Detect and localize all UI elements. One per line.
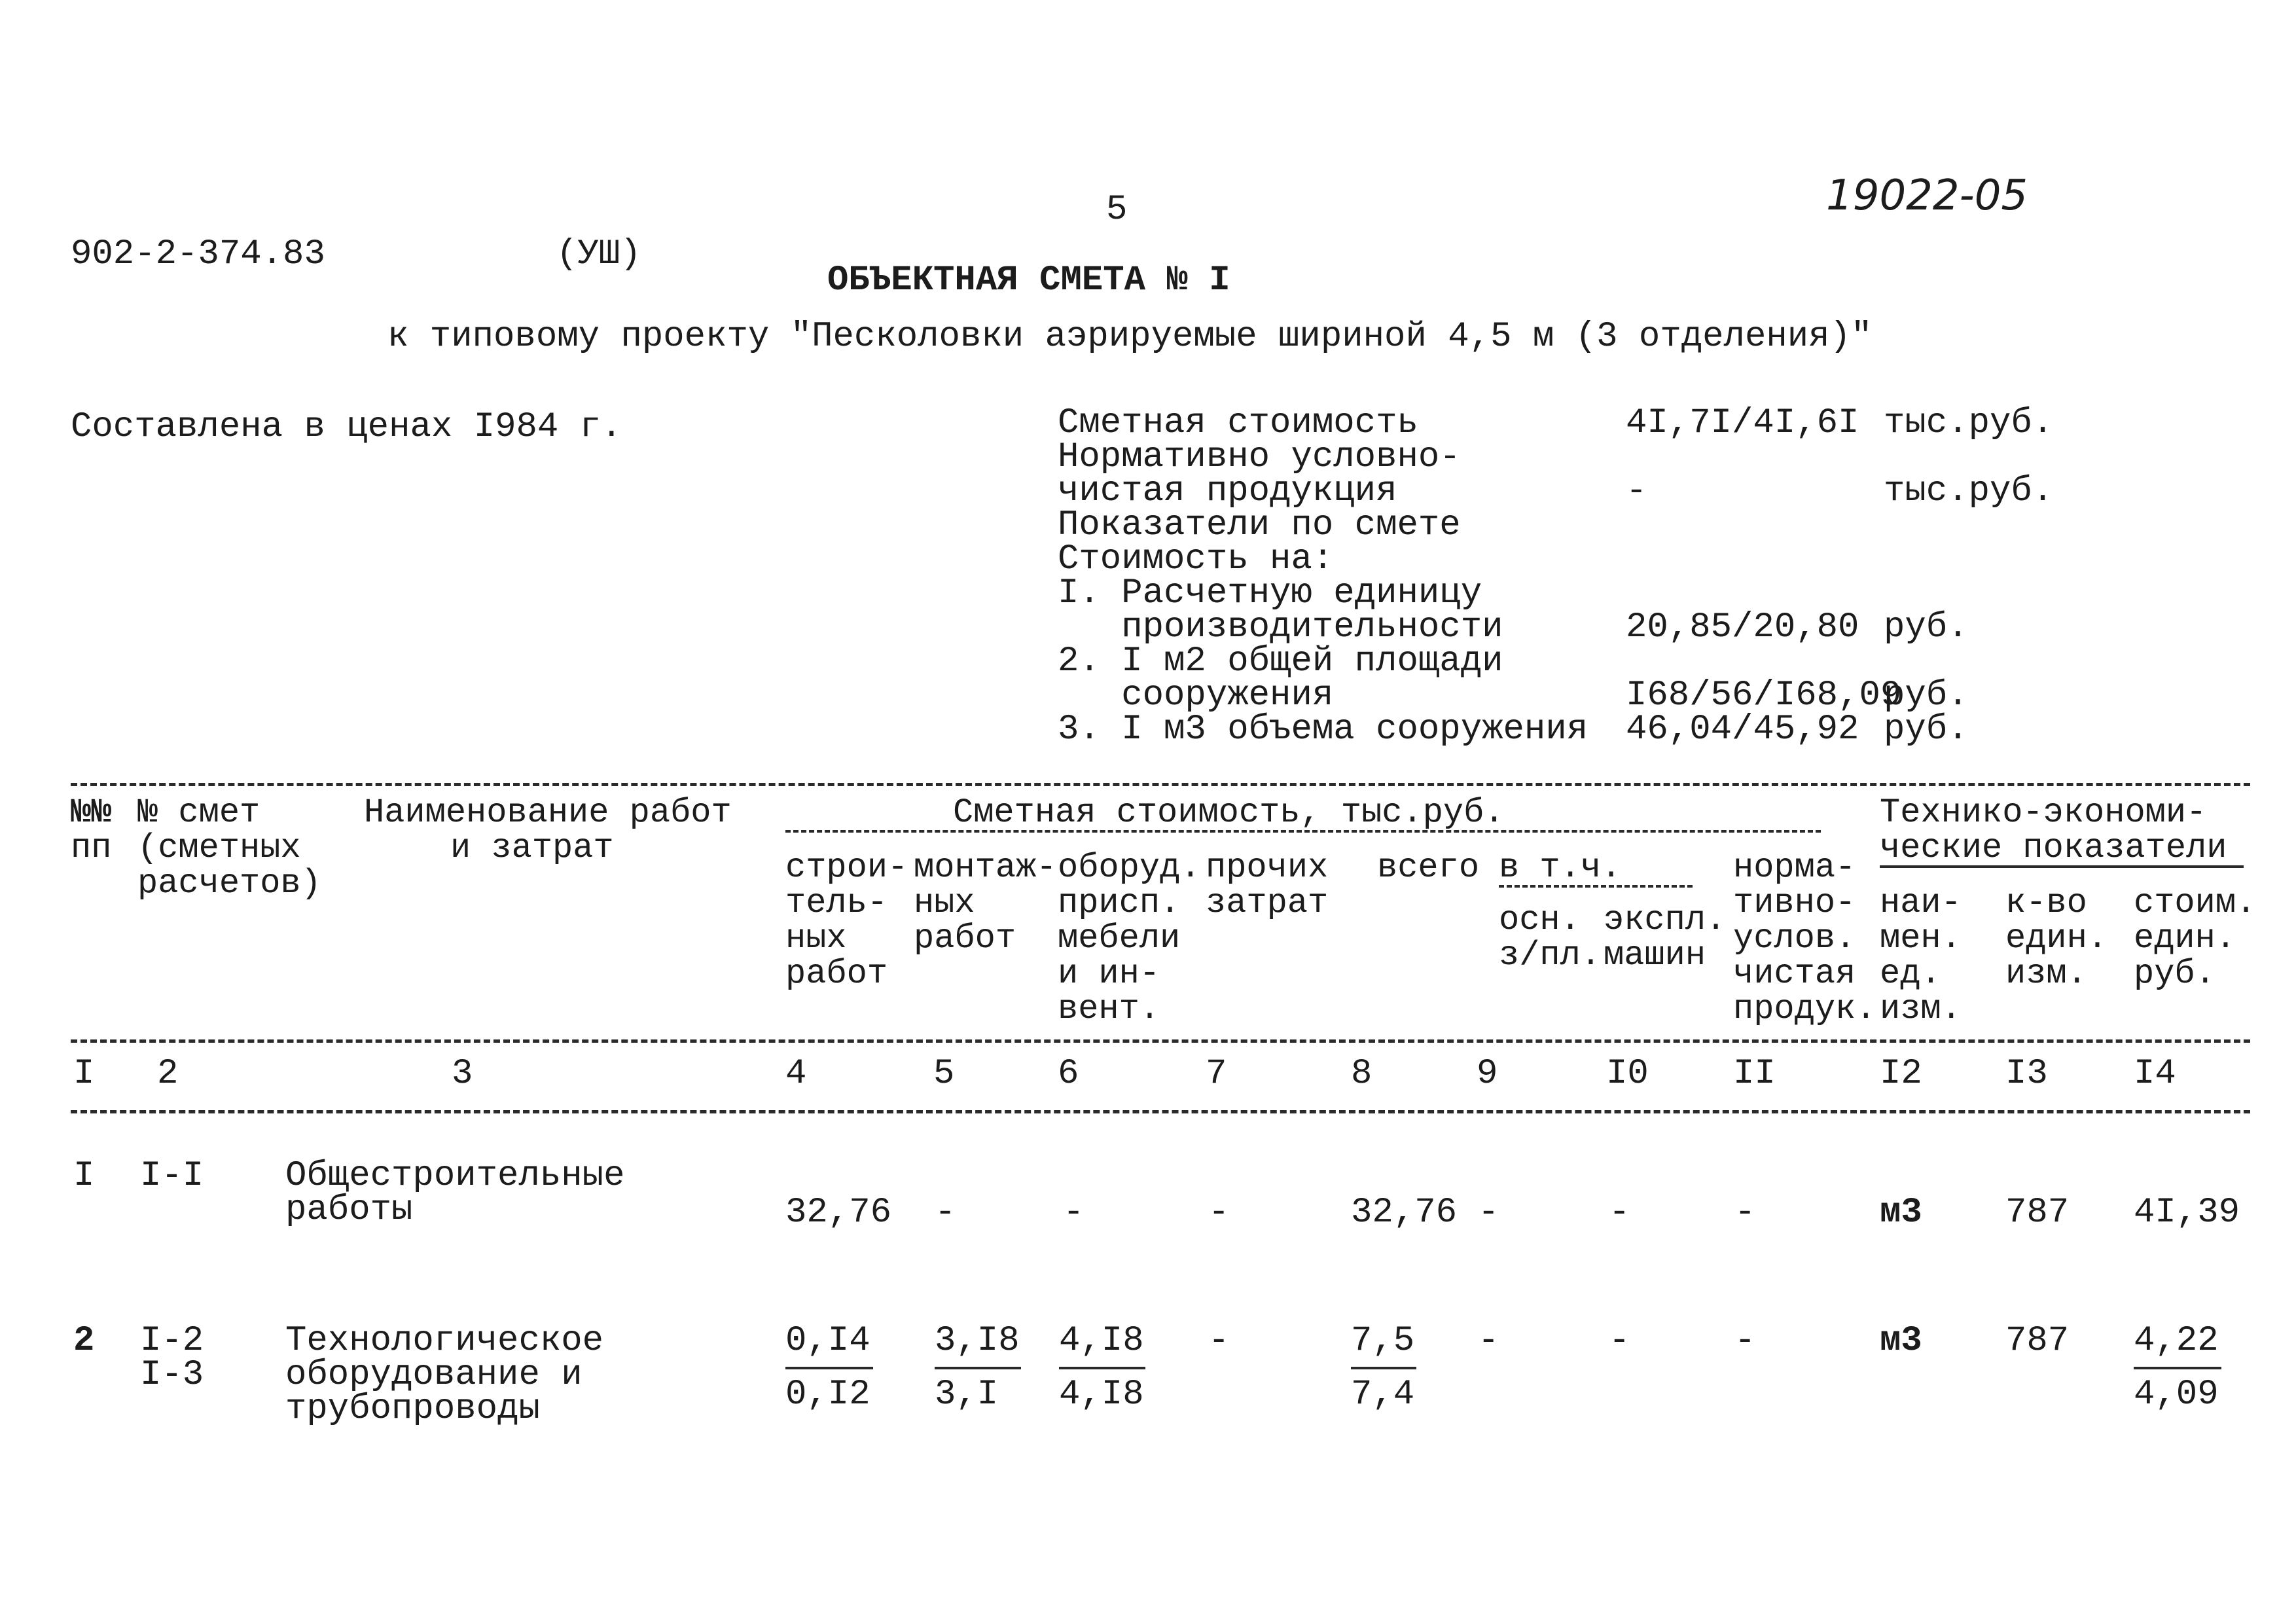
header-unit-col: мен.	[1880, 919, 1962, 958]
summary-unit: руб.	[1884, 710, 1969, 749]
summary-label: сооружения	[1058, 676, 1334, 715]
summary-label: I. Расчетную единицу	[1058, 573, 1482, 613]
header-normative-col: чистая	[1733, 954, 1856, 993]
row-name: трубопроводы	[285, 1389, 540, 1429]
column-number: I2	[1880, 1054, 1922, 1094]
page-number: 5	[1106, 190, 1128, 230]
header-quantity-col: изм.	[2005, 954, 2087, 993]
row-total-cost: 32,76	[1351, 1193, 1458, 1233]
header-salary-col: осн.	[1499, 901, 1581, 939]
row-construction-cost: 0,I2	[785, 1375, 870, 1415]
summary-unit: тыс.руб.	[1884, 471, 2054, 511]
fraction-bar	[2134, 1367, 2221, 1369]
row-construction-cost: 32,76	[785, 1193, 892, 1233]
summary-label: производительности	[1058, 607, 1503, 647]
header-equipment-col: присп.	[1058, 884, 1181, 922]
header-construction-col: строи-	[785, 848, 908, 887]
summary-value: I68/56/I68,09	[1626, 676, 1902, 715]
summary-label: 3. I м3 объема сооружения	[1058, 710, 1588, 749]
header-equipment-col: вент.	[1058, 990, 1160, 1028]
including-underline	[1499, 885, 1693, 888]
row-unit: м3	[1880, 1321, 1922, 1361]
header-quantity-col: един.	[2005, 919, 2108, 958]
column-numbers-rule	[71, 1110, 2250, 1113]
row-total-cost: 7,5	[1351, 1321, 1415, 1361]
column-number: 4	[785, 1054, 807, 1094]
header-equipment-col: оборуд.	[1058, 848, 1201, 887]
column-number: 9	[1477, 1054, 1498, 1094]
column-number: I0	[1606, 1054, 1649, 1094]
header-other-col: затрат	[1206, 884, 1329, 922]
column-number: II	[1733, 1054, 1776, 1094]
header-unit-col: наи-	[1880, 884, 1962, 922]
handwritten-reference: 19022-05	[1826, 171, 2028, 220]
header-installation-col: ных	[914, 884, 975, 922]
row-machines: -	[1609, 1193, 1630, 1233]
document-subtitle: к типовому проекту "Песколовки аэрируемые шириной 4,5 м (3 отделения)"	[387, 317, 1873, 357]
header-unit-cost-col: един.	[2134, 919, 2236, 958]
row-installation-cost: -	[935, 1193, 956, 1233]
summary-unit: руб.	[1884, 607, 1969, 647]
summary-label: 2. I м2 общей площади	[1058, 641, 1503, 681]
row-name: Технологическое	[285, 1321, 604, 1361]
row-installation-cost: 3,I8	[935, 1321, 1020, 1361]
header-quantity-col: к-во	[2005, 884, 2087, 922]
summary-unit: руб.	[1884, 676, 1969, 715]
header-salary-col: з/пл.	[1499, 936, 1602, 975]
header-bottom-rule	[71, 1039, 2250, 1043]
row-unit-cost: 4,09	[2134, 1375, 2219, 1415]
tech-group-underline	[1880, 865, 2244, 868]
row-equipment-cost: 4,I8	[1059, 1375, 1144, 1415]
header-installation-col: работ	[914, 919, 1016, 958]
header-pp-col: №№	[71, 793, 112, 832]
header-smeta-col: расчетов)	[137, 864, 321, 903]
row-salary: -	[1478, 1193, 1499, 1233]
summary-label: Стоимость на:	[1058, 539, 1334, 579]
summary-label: Показатели по смете	[1058, 505, 1461, 545]
header-construction-col: работ	[785, 954, 888, 993]
summary-value: 20,85/20,80	[1626, 607, 1859, 647]
row-smeta-ref: I-I	[140, 1156, 204, 1196]
row-total-cost: 7,4	[1351, 1375, 1415, 1415]
row-unit-cost: 4I,39	[2134, 1193, 2240, 1233]
summary-value: 46,04/45,92	[1626, 710, 1859, 749]
summary-value: 4I,7I/4I,6I	[1626, 403, 1859, 443]
header-machines-col: экспл.	[1604, 901, 1727, 939]
summary-label: чистая продукция	[1058, 471, 1397, 511]
header-name-col: и затрат	[450, 829, 614, 867]
row-installation-cost: 3,I	[935, 1375, 999, 1415]
row-equipment-cost: -	[1063, 1193, 1085, 1233]
header-pp-col: пп	[71, 829, 112, 867]
volume-mark: (УШ)	[556, 234, 641, 274]
header-equipment-col: и ин-	[1058, 954, 1160, 993]
row-other-cost: -	[1208, 1193, 1230, 1233]
row-smeta-ref: I-2	[140, 1321, 204, 1361]
header-normative-col: тивно-	[1733, 884, 1856, 922]
row-name: Общестроительные	[285, 1156, 625, 1196]
row-construction-cost: 0,I4	[785, 1321, 870, 1361]
column-number: 3	[452, 1054, 473, 1094]
header-construction-col: ных	[785, 919, 847, 958]
column-number: I4	[2134, 1054, 2176, 1094]
column-number: 2	[157, 1054, 179, 1094]
column-number: I	[73, 1054, 95, 1094]
header-name-col: Наименование работ	[364, 793, 732, 832]
row-name: работы	[285, 1190, 413, 1230]
row-quantity: 787	[2005, 1321, 2070, 1361]
summary-unit: тыс.руб.	[1884, 403, 2054, 443]
header-unit-col: ед.	[1880, 954, 1941, 993]
table-top-rule	[71, 783, 2250, 786]
fraction-bar	[935, 1367, 1021, 1369]
column-number: 5	[933, 1054, 955, 1094]
header-other-col: прочих	[1206, 848, 1329, 887]
row-number: 2	[73, 1321, 95, 1361]
fraction-bar	[1059, 1367, 1145, 1369]
header-tech-group: ческие показатели	[1880, 829, 2227, 867]
row-name: оборудование и	[285, 1355, 583, 1395]
row-normative: -	[1734, 1193, 1756, 1233]
row-salary: -	[1478, 1321, 1499, 1361]
row-unit: м3	[1880, 1193, 1922, 1233]
row-quantity: 787	[2005, 1193, 2070, 1233]
header-unit-cost-col: стоим.	[2134, 884, 2257, 922]
row-normative: -	[1734, 1321, 1756, 1361]
header-equipment-col: мебели	[1058, 919, 1181, 958]
header-smeta-col: (сметных	[137, 829, 301, 867]
cost-group-underline	[785, 830, 1821, 833]
header-normative-col: услов.	[1733, 919, 1856, 958]
header-including-group: в т.ч.	[1499, 848, 1622, 887]
summary-label: Сметная стоимость	[1058, 403, 1418, 443]
column-number: 7	[1206, 1054, 1227, 1094]
row-other-cost: -	[1208, 1321, 1230, 1361]
row-machines: -	[1609, 1321, 1630, 1361]
row-smeta-ref: I-3	[140, 1355, 204, 1395]
header-unit-cost-col: руб.	[2134, 954, 2215, 993]
prices-note: Составлена в ценах I984 г.	[71, 407, 622, 447]
fraction-bar	[785, 1367, 873, 1369]
header-cost-group: Сметная стоимость, тыс.руб.	[953, 793, 1505, 832]
fraction-bar	[1351, 1367, 1416, 1369]
summary-value: -	[1626, 471, 1647, 511]
header-installation-col: монтаж-	[914, 848, 1057, 887]
header-construction-col: тель-	[785, 884, 888, 922]
header-tech-group: Технико-экономи-	[1880, 793, 2207, 832]
row-unit-cost: 4,22	[2134, 1321, 2219, 1361]
summary-label: Нормативно условно-	[1058, 437, 1461, 477]
row-equipment-cost: 4,I8	[1059, 1321, 1144, 1361]
header-normative-col: продук.	[1733, 990, 1876, 1028]
column-number: 6	[1058, 1054, 1079, 1094]
header-total-col: всего	[1377, 848, 1480, 887]
header-normative-col: норма-	[1733, 848, 1856, 887]
row-number: I	[73, 1156, 95, 1196]
header-unit-col: изм.	[1880, 990, 1962, 1028]
column-number: I3	[2005, 1054, 2048, 1094]
column-number: 8	[1351, 1054, 1372, 1094]
header-smeta-col: № смет	[137, 793, 260, 832]
document-title: ОБЪЕКТНАЯ СМЕТА № I	[827, 261, 1230, 300]
header-machines-col: машин	[1604, 936, 1706, 975]
document-code: 902-2-374.83	[71, 234, 325, 274]
